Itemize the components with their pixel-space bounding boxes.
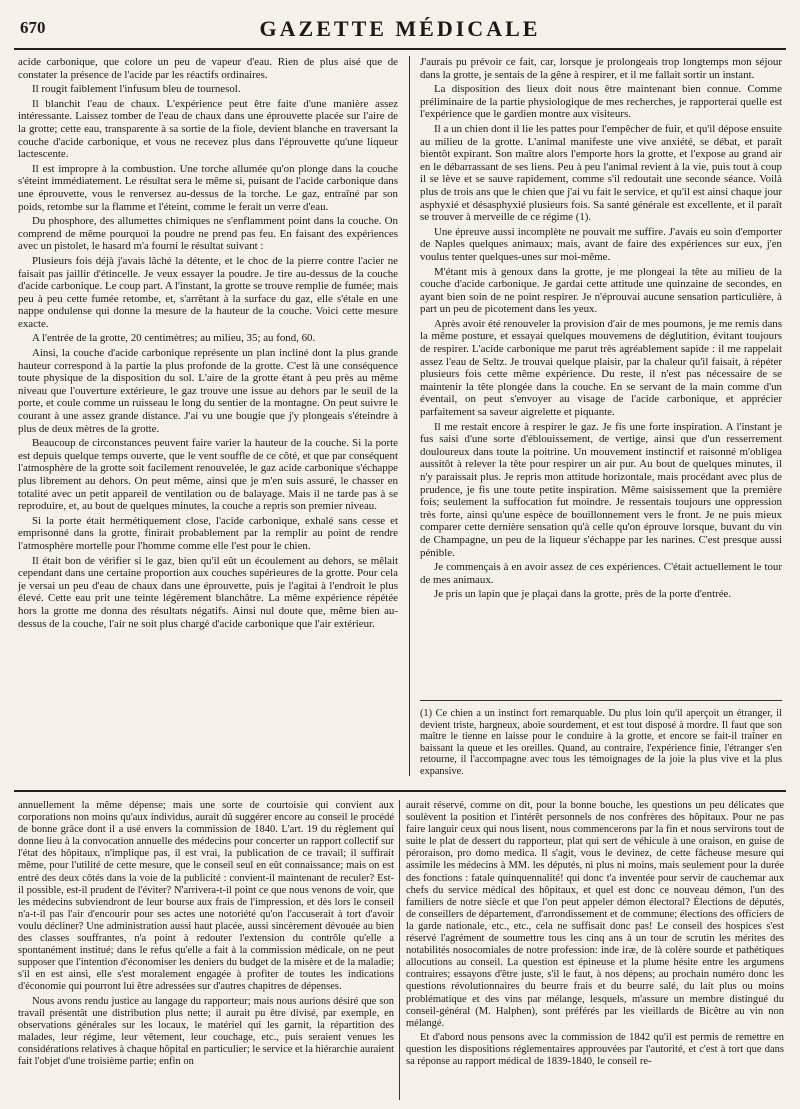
- footnote-text: (1) Ce chien a un instinct fort remarquable. Du plus loin qu'il aperçoit un étranger, il devient triste, hargneux, aboie sourdement, et est tout disposé à mordre. Il faut que son maître le tienne en laisse pour le conduire à la grotte, et encore se fait-il traîner en baissant la queue et les oreilles. Quand, au contraire, l'expérience finie, l'étranger s'en retourne, il l'accompagne avec tous les témoignages de la joie la plus vive et la plus expansive.: [420, 708, 782, 777]
- footnote: [420, 708, 782, 788]
- paragraph: Du phosphore, des allumettes chimiques ne s'enflamment point dans la couche. On comprend de même pourquoi la poudre ne prend pas feu. En faisant des expériences avec un pistolet, le hasard m'a fourni le résultat suivant :: [18, 215, 398, 253]
- paragraph: Il a un chien dont il lie les pattes pour l'empêcher de fuir, et qu'il dépose ensuite au milieu de la grotte. L'animal manifeste une vive anxiété, se débat, et paraît bientôt expirant. Son maître alors l'emporte hors la grotte, et l'expose au grand air en le débarrassant de ses liens. Peu à peu l'animal revient à la vie, puis tout à coup il se lève et se sauve rapidement, comme s'il redoutait une seconde séance. Voilà plus de trois ans que le chien que j'ai vu fait le service, et qu'il est ainsi chaque jour asphyxié et désasphyxié plusieurs fois. Sa santé générale est excellente, et il paraît se trouver à merveille de ce régime (1).: [420, 122, 782, 224]
- paragraph: A l'entrée de la grotte, 20 centimètres; au milieu, 35; au fond, 60.: [32, 332, 316, 345]
- paragraph: Il blanchit l'eau de chaux. L'expérience peut être faite d'une manière assez intéressante. Laissez tomber de l'eau de chaux dans une éprouvette placée sur l'aire de la grotte; cette eau, transparente à sa sortie de la fiole, devient blanche en traversant la couche d'acide carbonique, et vous ne recevez plus dans l'éprouvette qu'une liqueur lactescente.: [18, 97, 398, 161]
- paragraph: Plusieurs fois déjà j'avais lâché la détente, et le choc de la pierre contre l'acier ne faisait pas jaillir d'étincelle. Je veux essayer la poudre. Je tire au-dessus de la couche d'acide carbonique. Le coup part. A l'instant, la grotte se trouve remplie de fumée; mais peu à peu cette fumée retombe, et, s'arrêtant à la surface du gaz, elle s'étale en une nappe ondulense qui donne la mesure de la hauteur de la couche. Voici cette mesure exacte.: [18, 254, 398, 330]
- paragraph: Et d'abord nous pensons avec la commission de 1842 qu'il est permis de remettre en question les dispositions réglementaires approuvées par l'autorité, et c'est à tort que dans sa réponse au rapport médical de 1839-1840, le conseil re-: [406, 1031, 784, 1067]
- paragraph: M'étant mis à genoux dans la grotte, je me plongeai la tête au milieu de la couche d'acide carbonique. Je gardai cette attitude une quinzaine de secondes, en ayant bien soin de ne point respirer. Je n'éprouvai aucune sensation particulière, à part un peu de picotement dans les yeux.: [420, 265, 782, 316]
- paragraph: Beaucoup de circonstances peuvent faire varier la hauteur de la couche. Si la porte est depuis quelque temps ouverte, que le vent souffle de ce côté, et que par conséquent l'atmosphère de la grotte soit facilement renouvelée, le gaz acide carbonique s'échappe plus librement au dehors. On peut même, ainsi que je m'en suis assuré, le chasser en totalité avec un petit appareil de ventilation ou de balayage. Mais il ne tarde pas à se reproduire, et, au bout de quelques minutes, la couche a repris son premier niveau.: [18, 437, 398, 513]
- section-divider: [14, 790, 786, 792]
- paragraph: Il est impropre à la combustion. Une torche allumée qu'on plonge dans la couche s'éteint immédiatement. Le résultat sera le même si, puisant de l'acide carbonique dans une éprouvette, vous le renversez au-dessus de la torche. Le gaz, entraîné par son poids, retombe sur la flamme et l'éteint, comme le ferait un verre d'eau.: [18, 162, 398, 213]
- paragraph: acide carbonique, que colore un peu de vapeur d'eau. Rien de plus aisé que de constater la présence de l'acide par les réactifs ordinaires.: [18, 56, 398, 81]
- column-divider: [409, 56, 410, 776]
- column-divider-bottom: [399, 800, 400, 1100]
- paragraph: J'aurais pu prévoir ce fait, car, lorsque je prolongeais trop longtemps mon séjour dans la grotte, je sentais de la gêne à respirer, et il me fallait sortir un instant.: [420, 56, 782, 81]
- page-number: 670: [20, 18, 46, 37]
- page-header: [14, 14, 786, 50]
- paragraph: Je commençais à en avoir assez de ces expériences. C'était actuellement le tour de mes animaux.: [420, 561, 782, 586]
- article-column-top-right: [420, 56, 782, 696]
- paragraph: Ainsi, la couche d'acide carbonique représente un plan incliné dont la plus grande hauteur correspond à la partie la plus profonde de la grotte. C'est là une conséquence toute physique de la disposition du sol. L'aire de la grotte étant à peu près au même niveau que l'ouverture extérieure, le gaz trouve une issue au dehors par le seuil de la porte, et coule comme un ruisseau le long du sentier de la montagne. On peut suivre le courant à une assez grande distance. J'ai vu une bougie que j'y plongeais s'éteindre à plus de deux mètres de la grotte.: [18, 347, 398, 435]
- paragraph: Il rougit faiblement l'infusum bleu de tournesol.: [32, 83, 241, 96]
- paragraph: aurait réservé, comme on dit, pour la bonne bouche, les questions un peu délicates que soulèvent la position et l'intérêt personnels de nos confrères des hôpitaux. Pour ne pas faire languir ceux qui nous lisent, nous commencerons par la fin et nous servirons tout de suite le plat de dessert du rapporteur, plat qui sert de véhicule à une oraison, en guise de péroraison, pro domo medica. Il s'agit, vous le devinez, de cette fâcheuse mesure qui assimile les médecins à MM. les députés, ni plus ni moins, mais seulement pour la durée des fonctions : fatale quinquennalité! qui donc t'a inventée pour servir de cauchemar aux chefs du service médical des hôpitaux, et quel est donc ce nouveau démon, l'un des familiers de notre siècle et que l'on peut appeler démon électoral? Élections de députés, de conseillers de département, d'arrondissement et de commune; élections des officiers de la garde nationale, etc., etc., cela ne suffisait donc pas! Le conseil des hospices s'est réservé l'agrément de soumettre tous les cinq ans à un tour de scrutin les mérites des notabilités nosocomiales de notre profession: inde iræ, de là colère sourde et pathétiques allocutions au conseil. La question est épineuse et la plume hésite entre les argumens contraires; essayons d'être juste, s'il le faut, à nos dépens; au prochain numéro donc les questions révolutionnaires du beurre frais et du beurre salé, du lait plus ou moins problématique et des vins par mélange, lesquels, m'assure un membre distingué du conseil-général (M. Halphen), sont préférés par les vieillards de Bicêtre au vin non mélangé.: [406, 800, 784, 1029]
- footnote-divider: [420, 700, 782, 701]
- paragraph: Il me restait encore à respirer le gaz. Je fis une forte inspiration. A l'instant je fus saisi d'une sorte d'éblouissement, de vertige, ainsi que d'un resserrement douloureux dans toute la poitrine. Un mouvement instinctif et raisonné m'obligea aussitôt à relever la tête pour respirer un air pur. Au bout de quelques minutes, il n'y paraissait plus. Je repris mon attitude horizontale, mais procédant avec plus de prudence, je fis une toute petite inspiration. Même saisissement que la première fois; seulement la suffocation fut moindre. Je ressentais toujours une oppression très forte, ainsi qu'une espèce de bouillonnement vers le front. Je ne puis mieux comparer cette dernière sensation qu'à celle qu'on éprouve lorsque, buvant du vin de Champagne, un peu de la liqueur s'échappe par les narines. C'est presque aussi pénible.: [420, 420, 782, 559]
- paragraph: Je pris un lapin que je plaçai dans la grotte, près de la porte d'entrée.: [434, 588, 732, 601]
- paragraph: Il était bon de vérifier si le gaz, bien qu'il eût un écoulement au dehors, se mêlait cependant dans une certaine proportion aux couches supérieures de la grotte. Pour cela je versai un peu d'eau de chaux dans une éprouvette, puis je l'agitai à l'endroit le plus élevé. Cette eau prit une teinte légèrement blanchâtre. La même expérience répétée hors la grotte me donna des résultats négatifs. Ainsi nul doute que, même bien au-dessus de la couche, l'air ne soit plus chargé d'acide carbonique que l'air extérieur.: [18, 554, 398, 630]
- article-column-bottom-right: [406, 800, 784, 1104]
- article-column-bottom-left: [18, 800, 394, 1104]
- article-column-top-left: [18, 56, 398, 776]
- page-title: GAZETTE MÉDICALE: [259, 16, 541, 41]
- paragraph: annuellement la même dépense; mais une sorte de courtoisie qui convient aux corporations non moins qu'aux individus, aurait dû suggérer encore au conseil le procédé de bonne grâce dont il a usé envers la commission de 1840. L'art. 19 du règlement qui donne lieu à la convocation annuelle des médecins pour concerter un rapport collectif sur l'état des hôpitaux, n'implique pas, il est vrai, la publication de ce travail; il suffirait même, pour l'utilité de cette mesure, que le conseil seul en eût connaissance; mais on est entré des deux côtés dans la voie de la publicité : convient-il maintenant de reculer? Est-il possible, est-il prudent de l'éviter? N'arrivera-t-il point ce que nous venons de voir, que les médecins subviendront de leur bourse aux frais de l'impression, et dès lors le conseil n'a-t-il pas l'air d'encourir pour ses actes une notoriété qu'on l'accuserait à tort d'avoir voulu décliner? Une administration aussi haut placée, aussi sincèrement dévouée au bien des classes souffrantes, n'a point à redouter l'extension du contrôle qu'elle a spontanément institué; dans le refus qu'elle a fait à la commission médicale, on ne peut supposer que l'intention d'économiser les deniers du budget de la misère et de la maladie; s'il en est ainsi, elle s'est moralement engagée à profiter de toutes les indications d'économie qui pourront lui être adressées sur d'autres chapitres de dépenses.: [18, 800, 394, 993]
- paragraph: Une épreuve aussi incomplète ne pouvait me suffire. J'avais eu soin d'emporter de Naples quelques animaux; mais, avant de faire des expériences sur eux, j'en voulus tenter quelques-unes sur moi-même.: [420, 225, 782, 263]
- paragraph: Si la porte était hermétiquement close, l'acide carbonique, exhalé sans cesse et emprisonné dans la grotte, finirait probablement par la remplir au point de rendre l'atmosphère mortelle pour l'homme comme elle l'est pour le chien.: [18, 514, 398, 552]
- paragraph: Après avoir été renouveler la provision d'air de mes poumons, je me remis dans la même posture, et essayai quelques mouvemens de déglutition, évitant toujours de respirer. L'acide carbonique me parut très agréablement sapide : il me rappelait assez l'eau de Seltz. Je trouvai quelque plaisir, par la chaleur qu'il faisait, à répéter plusieurs fois cette même expérience. Du reste, il n'est pas nécessaire de se maintenir la tête plongée dans la couche. En se servant de la main comme d'un éventail, on peut s'envoyer au visage de l'acide carbonique, et apprécier parfaitement sa saveur aigrelette et piquante.: [420, 317, 782, 419]
- paragraph: Nous avons rendu justice au langage du rapporteur; mais nous aurions désiré que son travail présentât une distribution plus nette; il aurait pu être divisé, par exemple, en observations générales sur les locaux, le matériel qui les garnit, la répartition des malades, leur régime, leur vêtement, leur couchage, etc., puis seraient venues les considérations relatives à chaque hôpital en particulier; le service et la hiérarchie auraient fait l'objet d'une troisième partie; enfin on: [18, 995, 394, 1067]
- paragraph: La disposition des lieux doit nous être maintenant bien connue. Comme préliminaire de la partie physiologique de mes recherches, je rapporterai quelle est l'expérience que le gardien montre aux visiteurs.: [420, 83, 782, 121]
